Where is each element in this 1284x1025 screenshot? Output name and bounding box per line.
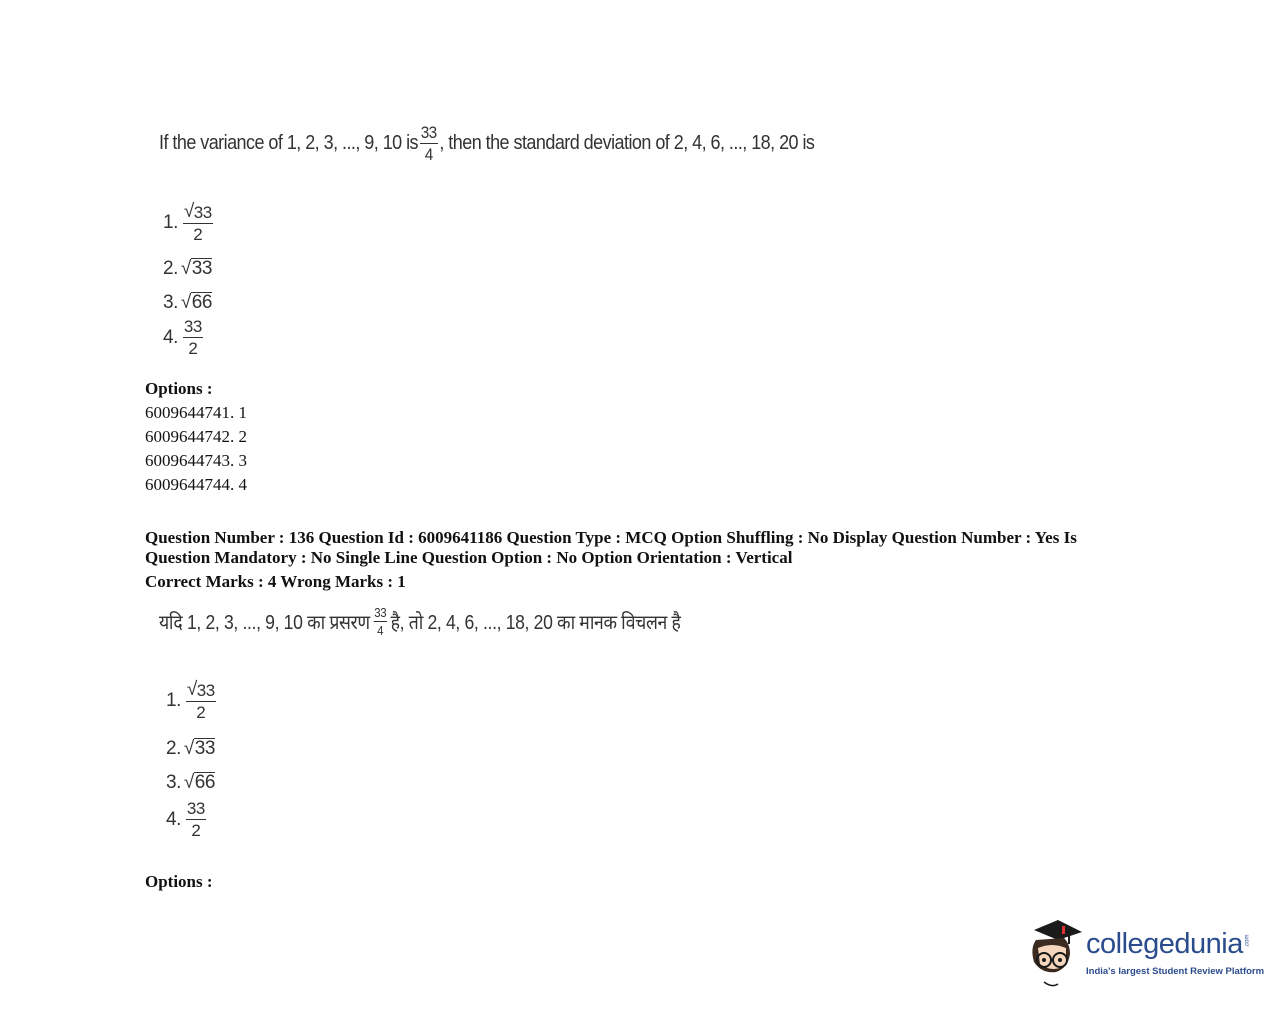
question-1-text-b: , then the standard deviation of 2, 4, 6, ..., 18, 20 is (439, 132, 815, 154)
collegedunia-logo (1024, 918, 1265, 988)
question-1-text (159, 124, 814, 163)
question-2-text-a: यदि 1, 2, 3, ..., 9, 10 का प्रसरण (159, 612, 370, 634)
choice-1: 1. √ 33 2 (166, 679, 215, 722)
fraction-numerator: 33 (420, 123, 437, 142)
fraction-denominator: 4 (424, 145, 433, 164)
choice-2: 2. √ 33 (166, 738, 215, 760)
question-1-fraction (420, 124, 438, 163)
question-2-fraction: $\frac{33}{4}$ (374, 605, 387, 638)
question-meta-line-2: Question Mandatory : No Single Line Question Option : No Option Orientation : Vertical (145, 548, 793, 567)
choice-1: 1. √ 33 2 (163, 201, 212, 244)
option-item: 6009644744. 4 (145, 475, 247, 494)
options-heading: Options : (145, 379, 213, 398)
choice-4: 4. $\frac{33}{2}$ (166, 799, 205, 840)
question-2-text (159, 606, 681, 637)
option-item: 6009644741. 1 (145, 403, 247, 422)
question-2-text-b: है, तो 2, 4, 6, ..., 18, 20 का मानक विचलन है (390, 612, 681, 634)
logo-name: collegedunia (1086, 928, 1243, 960)
choice-3: 3. √ 66 (166, 772, 215, 794)
logo-tagline: India's largest Student Review Platform (1086, 966, 1265, 977)
choice-4: 4. $\frac{33}{2}$ (163, 317, 202, 358)
question-meta-line-1: Question Number : 136 Question Id : 6009641186 Question Type : MCQ Option Shuffling : No Display Question Number : Yes Is (145, 528, 1077, 547)
choice-3: 3. √ 66 (163, 292, 212, 314)
mascot-icon (1024, 918, 1086, 988)
question-1-text-a: If the variance of 1, 2, 3, ..., 9, 10 is (159, 132, 419, 154)
option-item: 6009644743. 3 (145, 451, 247, 470)
options-heading: Options : (145, 872, 213, 891)
logo-suffix: .com (1244, 934, 1251, 948)
option-item: 6009644742. 2 (145, 427, 247, 446)
choice-2: 2. √ 33 (163, 258, 212, 280)
question-marks: Correct Marks : 4 Wrong Marks : 1 (145, 572, 406, 591)
